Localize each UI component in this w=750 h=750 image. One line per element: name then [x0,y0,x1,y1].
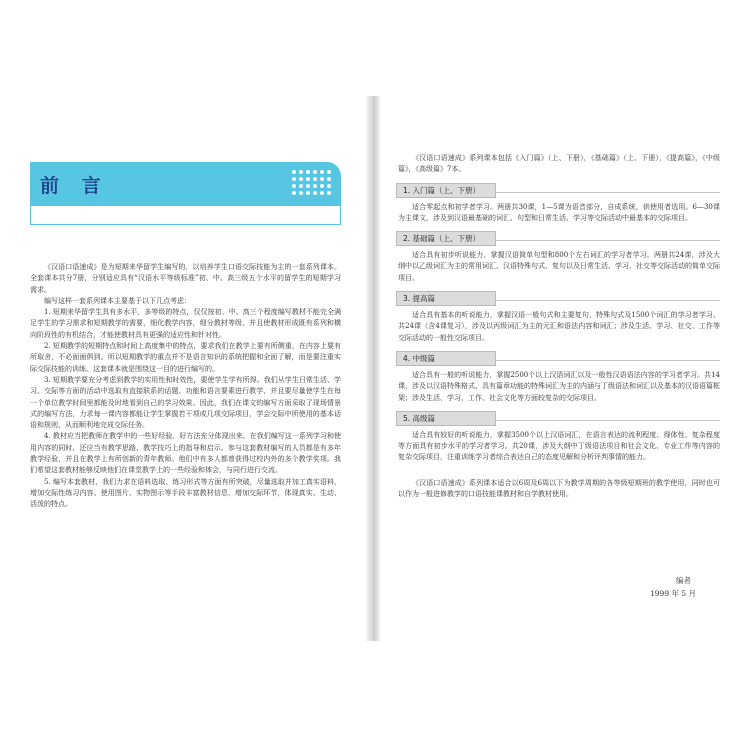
section-divider [494,300,720,301]
header-dot [306,177,310,181]
header-dot [292,191,296,195]
header-dot [292,170,296,174]
date: 1999 年 5 月 [650,589,697,598]
header-dot [327,184,331,188]
header-underline-box [30,206,341,225]
header-dot [320,170,324,174]
preface-paragraph: 4. 教材应当把教师在教学中的一些好经验、好方法充分体现出来。在我们编写这一系列学习和使用内容的同时，还应当有教学思路、教学技巧上的指导和启示。参与这套教材编写的人员都是有多年教学经验，并且在教学上有所创新的青年教师。他们中有多人都曾获得过校内外的多个教学奖项。我们希望这套教材能够反映他们在课堂教学上的一些经验和体会，与同行进行交流。 [30,432,341,475]
header-dot [306,191,310,195]
header-dot [306,170,310,174]
intro-paragraph: 《汉语口语速成》系列课本包括《入门篇》（上、下册），《基础篇》（上、下册），《提高篇》，《中级篇》，《高级篇》7本。 [398,154,720,174]
header-dot [299,184,303,188]
preface-paragraph: 1. 短期来华留学生具有多水平、多等级的特点，仅仅按初、中、高三个程度编写教材不能完全满足学生的学习需求和短期教学的需要，细化教学内容，细分教材等级，并且使教材形成既有系列和横向阶段性的有机结合，才能使教材具有更强的适应性和针对性。 [30,308,341,339]
header-color-block [30,162,341,206]
section-text: 适合具有初步听说能力、掌握汉语简单句型和800个左右词汇的学习者学习。两册共24课，涉及大纲中以乙级词汇为主的常用词汇、汉语特殊句式、复句以及日常生活、学习、社交等交际活动的简单交际项目。 [398,251,720,282]
header-dot [306,184,310,188]
page-title: 前 言 [40,175,109,197]
section-text: 适合具有一般的听说能力，掌握2500个以上汉语词汇以及一般性汉语语法内容的学习者学习。共14课，涉及以汉语特殊格式、具有篇章功能的特殊词汇为主的内涵与丁级语法和词汇以及基本的汉语语篇框架；涉及生活、学习、工作、社会文化等方面较复杂的交际项目。 [398,370,720,402]
section-label: 5. 高级篇 [396,411,496,426]
section-text: 适合具有基本的听说能力，掌握汉语一般句式和主要复句、特殊句式及1500个词汇的学习者学习。共24课（含4课复习），涉及以丙级词汇为主的元汇和语法内容和词汇；涉及生活、学习、社交、工作等交际活动的一般性交际项目。 [398,311,720,342]
header-dot [299,191,303,195]
header-dot [313,177,317,181]
section-label: 1. 入门篇（上、下册） [396,183,496,198]
preface-paragraph: 5. 编写本套教材，我们力求在语料选取、练习形式等方面有所突破，尽量选取并加工真实语料，增加交际性练习内容。使用图片、实物图示等手段丰富教材信息，增加交际环节，体现真实、生动、活泼的特点。 [30,477,341,509]
section-text: 适合零起点和初学者学习。两册共30课，1—5课为语音部分，自成系统，供使用者选用。6—30课为主课文，涉及到汉语最基础的词汇、句型和日常生活、学习等交际活动中最基本的交际项目。 [398,202,720,222]
preface-paragraph: 3. 短期教学要充分考虑到教学的实用性和时效性，要使学生学有所得。我们从学生日常生活、学习、交际等方面的活动中选取有直接联系的话题、功能和语言要素进行教学，并且要尽量使学生在每一个单位教学时间里都能及时地看到自己的学习效果。因此，我们在课文的编写方面采取了现场情景式的编写方法，力求每一课内容都能让学生掌握若干项或几项交际项目，学会交际中所使用的基本话语和规则，从而顺利地完成交际任务。 [30,375,341,430]
dot-grid-icon [292,170,338,198]
header-dot [292,177,296,181]
section-label: 3. 提高篇 [396,291,496,306]
section-label: 2. 基础篇（上、下册） [396,231,496,246]
preface-body [30,262,341,511]
header-dot [313,191,317,195]
section-divider [494,240,720,241]
header-dot [320,184,324,188]
signature: 编者 [676,576,691,585]
preface-paragraph: 2. 短期教学的短期特点和时间上高度集中的特点，要求我们在教学上要有所侧重，在内容上要有所取舍，不必面面俱到。所以短期教学的重点并不是语言知识的系统把握和全面了解，而是要注重实际交际技能的训练。这套课本就是围绕这一目的进行编写的。 [30,342,341,373]
header-dot [292,184,296,188]
preface-header-band [30,162,341,224]
section-label: 4. 中级篇 [396,351,496,366]
section-divider [494,192,720,193]
preface-paragraph: 《汉语口语速成》是为短期来华留学生编写的，以培养学生口语交际技能为主的一套系列课本。全套课本共分7册，分别适应具有“汉语水平等级标准”初、中、高三级五个水平的留学生的短期学习需求。 [30,263,341,294]
header-dot [327,170,331,174]
section-text: 适合具有较好的听说能力，掌握3500个以上汉语词汇，在语言表达的流利程度、得体性、复杂程度等方面具有初步水平的学习者学习。共20课，涉及大纲中丁级语法项目和社会文化、专业工作等内容的复杂交际项目，注重训练学习者综合表达自己的态度见解和分析评判事情的能力。 [398,430,720,462]
section-divider [494,420,720,421]
header-dot [313,170,317,174]
header-dot [320,191,324,195]
header-dot [320,177,324,181]
header-dot [327,177,331,181]
closing-paragraph: 《汉语口语速成》系列课本适合以6周及6周以下为教学周期的各等级短期班的教学使用，同时也可以作为一般进修教学的口语技能课教材和自学教材使用。 [398,478,720,499]
header-dot [299,170,303,174]
preface-paragraph: 编写这样一套系列课本主要基于以下几点考虑： [44,296,191,305]
header-dot [327,191,331,195]
section-divider [494,360,720,361]
header-dot [313,184,317,188]
header-dot [299,177,303,181]
series-overview [398,153,720,500]
book-gutter [366,96,380,641]
